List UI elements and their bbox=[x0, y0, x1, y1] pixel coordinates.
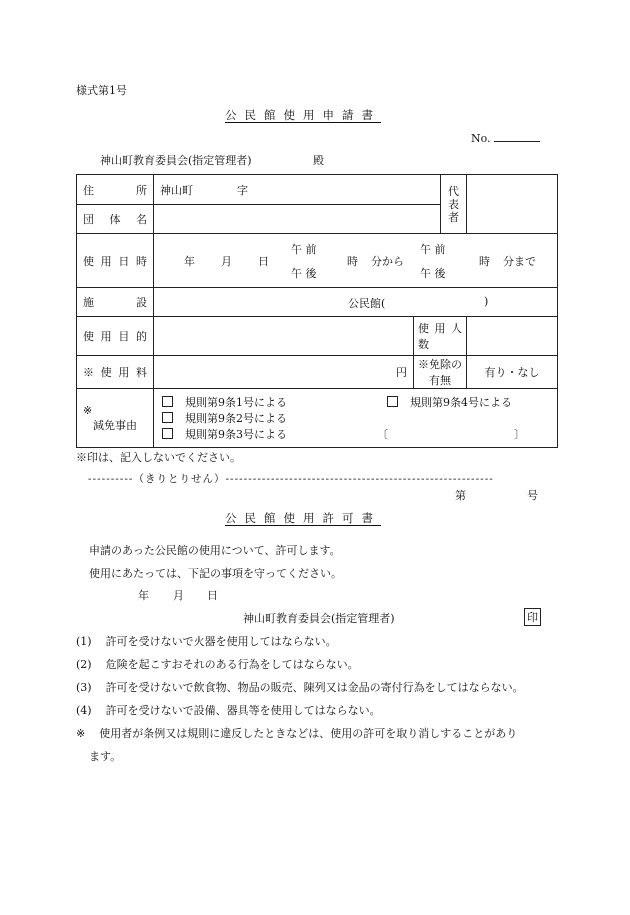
representative-label: 代表者 bbox=[441, 175, 467, 234]
application-title: 公民館使用申請書 bbox=[225, 108, 381, 122]
purpose-label: 使用目的 bbox=[83, 330, 147, 343]
no-label: No. bbox=[471, 132, 491, 145]
address-cell[interactable]: 神山町 字 bbox=[154, 175, 441, 205]
reason-cell bbox=[154, 389, 558, 448]
condition-4: (4) 許可を受けないで設備、器具等を使用してはならない。 bbox=[76, 704, 381, 717]
rule2-checkbox[interactable]: 規則第9条2号による bbox=[162, 410, 287, 425]
people-cell[interactable] bbox=[467, 317, 558, 356]
rule1-checkbox[interactable]: 規則第9条1号による bbox=[162, 394, 287, 409]
no-input-line[interactable] bbox=[494, 131, 540, 142]
exemption-value[interactable]: 有り・なし bbox=[467, 356, 558, 389]
date-month: 月 bbox=[173, 589, 184, 602]
date-day: 日 bbox=[207, 589, 218, 602]
datetime-cell[interactable]: 年 月 日 午 前 午 後 時 分から 午 前 午 後 時 分まで bbox=[154, 234, 558, 288]
purpose-cell[interactable] bbox=[154, 317, 414, 356]
facility-label: 施 設 bbox=[83, 296, 147, 309]
date-year: 年 bbox=[138, 589, 149, 602]
cut-line: ----------（きりとりせん）----------------------------------------------------------- bbox=[88, 473, 494, 485]
bracket-close: 〕 bbox=[514, 428, 525, 441]
issue-dai: 第 bbox=[455, 489, 466, 502]
honorific: 殿 bbox=[313, 154, 324, 167]
bracket-open: 〔 bbox=[377, 428, 388, 441]
fee-label: ※使用料 bbox=[83, 366, 147, 379]
no-field bbox=[471, 131, 540, 145]
group-label: 団体名 bbox=[83, 213, 147, 226]
addressee: 神山町教育委員会(指定管理者) bbox=[100, 154, 252, 167]
permit-text-2: 使用にあたっては、下記の事項を守ってください。 bbox=[89, 567, 342, 580]
group-cell[interactable] bbox=[154, 205, 441, 234]
datetime-label: 使用日時 bbox=[83, 254, 147, 268]
rule4-checkbox[interactable]: 規則第9条4号による bbox=[387, 394, 512, 409]
fee-cell[interactable]: 円 bbox=[154, 356, 414, 389]
address-label: 住 所 bbox=[83, 183, 147, 197]
condition-1: (1) 許可を受けないで火器を使用してはならない。 bbox=[76, 635, 337, 648]
condition-2: (2) 危険を起こすおそれのある行為をしてはならない。 bbox=[76, 658, 359, 671]
seal-mark: 印 bbox=[524, 608, 541, 626]
reason-label-cell: ※ 減免事由 bbox=[77, 389, 154, 448]
permit-text-1: 申請のあった公民館の使用について、許可します。 bbox=[89, 544, 341, 557]
reason-label: 減免事由 bbox=[93, 419, 137, 432]
final-note-cont: ます。 bbox=[89, 750, 122, 763]
exemption-label: ※免除の有無 bbox=[414, 356, 467, 389]
permit-title: 公民館使用許可書 bbox=[225, 511, 381, 525]
rule3-checkbox[interactable]: 規則第9条3号による bbox=[162, 426, 287, 441]
people-label: 使 用 人 数 bbox=[418, 322, 463, 351]
note: ※印は、記入しないでください。 bbox=[76, 451, 241, 464]
facility-cell[interactable]: 公民館( ) bbox=[154, 288, 558, 317]
issuer: 神山町教育委員会(指定管理者) bbox=[243, 612, 395, 625]
final-note: ※ 使用者が条例又は規則に違反したときなどは、使用の許可を取り消しすることがあり bbox=[76, 727, 518, 740]
form-number: 様式第1号 bbox=[76, 84, 127, 97]
representative-cell[interactable] bbox=[467, 175, 558, 234]
application-form-table bbox=[76, 174, 558, 448]
issue-go: 号 bbox=[527, 489, 538, 502]
condition-3: (3) 許可を受けないで飲食物、物品の販売、陳列又は金品の寄付行為をしてはならない。 bbox=[76, 681, 524, 694]
